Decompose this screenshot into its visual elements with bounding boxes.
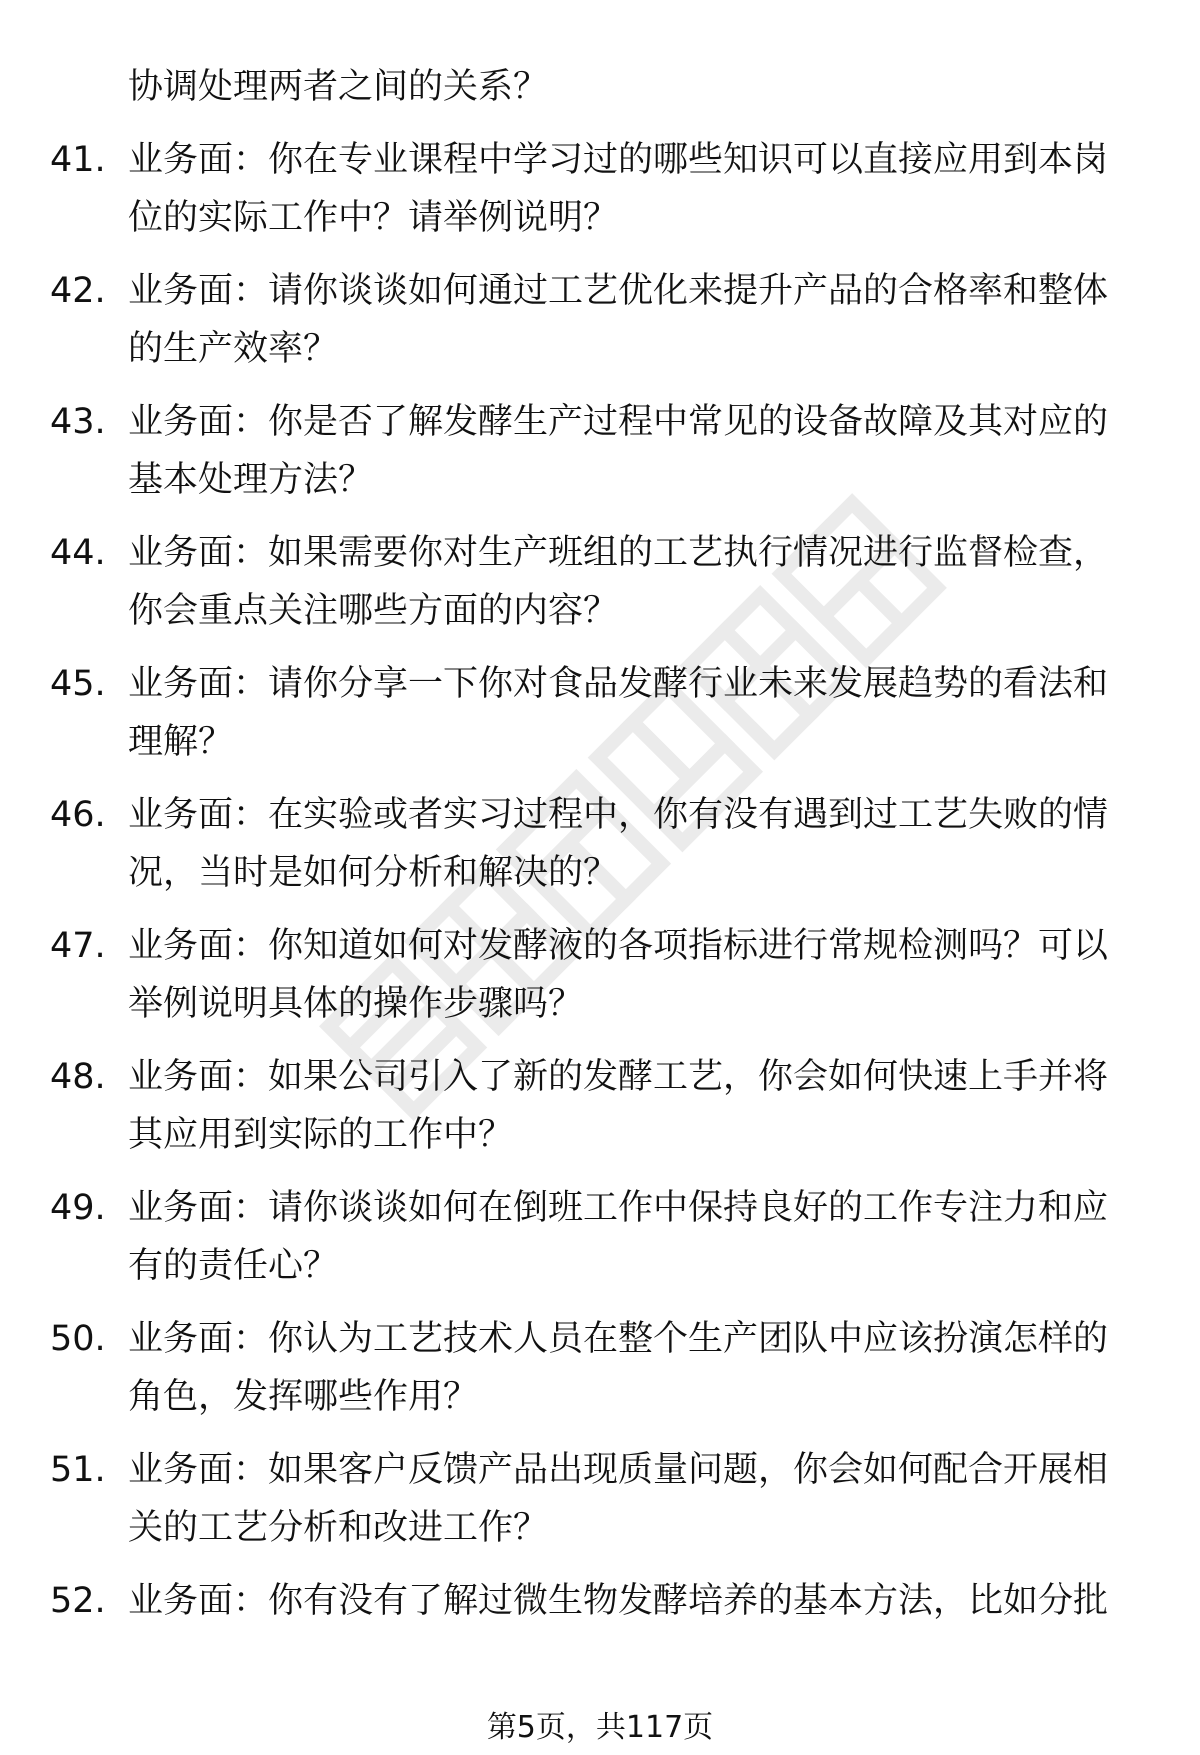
question-text [128, 1179, 1138, 1295]
question-line: 的生产效率？ [128, 329, 339, 369]
list-item [0, 1441, 1200, 1572]
list-item [0, 524, 1200, 655]
question-number: 46. [50, 795, 106, 835]
question-line: 业务面：如果需要你对生产班组的工艺执行情况进行监督检查， [128, 533, 1109, 573]
continued-question-text: 协调处理两者之间的关系？ [128, 67, 549, 107]
question-number: 43. [50, 402, 106, 442]
question-line: 你会重点关注哪些方面的内容？ [128, 591, 619, 631]
list-item [0, 1572, 1200, 1703]
question-line: 业务面：你有没有了解过微生物发酵培养的基本方法，比如分批 [128, 1581, 1109, 1621]
question-line: 业务面：请你分享一下你对食品发酵行业未来发展趋势的看法和 [128, 664, 1109, 704]
list-item [0, 1179, 1200, 1310]
question-number: 52. [50, 1581, 106, 1621]
question-text [128, 1572, 1138, 1630]
question-line: 举例说明具体的操作步骤吗？ [128, 984, 584, 1024]
question-line: 基本处理方法？ [128, 460, 374, 500]
list-item [0, 786, 1200, 917]
question-list [0, 131, 1200, 1703]
question-line: 角色，发挥哪些作用？ [128, 1377, 479, 1417]
question-text [128, 393, 1138, 509]
question-text [128, 1048, 1138, 1164]
list-item [0, 131, 1200, 262]
question-line: 业务面：如果公司引入了新的发酵工艺，你会如何快速上手并将 [128, 1057, 1109, 1097]
question-line: 业务面：如果客户反馈产品出现质量问题，你会如何配合开展相 [128, 1450, 1109, 1490]
question-line: 关的工艺分析和改进工作？ [128, 1508, 549, 1548]
question-number: 44. [50, 533, 106, 573]
question-number: 47. [50, 926, 106, 966]
question-text [128, 262, 1138, 378]
question-number: 42. [50, 271, 106, 311]
question-line: 业务面：在实验或者实习过程中，你有没有遇到过工艺失败的情 [128, 795, 1109, 835]
question-text [128, 786, 1138, 902]
list-item [0, 655, 1200, 786]
list-item [0, 262, 1200, 393]
question-text [128, 655, 1138, 771]
question-text [128, 1310, 1138, 1426]
question-line: 况，当时是如何分析和解决的？ [128, 853, 619, 893]
question-line: 其应用到实际的工作中？ [128, 1115, 514, 1155]
question-line: 业务面：你认为工艺技术人员在整个生产团队中应该扮演怎样的 [128, 1319, 1109, 1359]
page-number-footer: 第5页，共117页 [486, 1710, 714, 1745]
question-line: 业务面：你在专业课程中学习过的哪些知识可以直接应用到本岗 [128, 140, 1109, 180]
question-text [128, 917, 1138, 1033]
question-line: 业务面：请你谈谈如何通过工艺优化来提升产品的合格率和整体 [128, 271, 1109, 311]
question-text [128, 1441, 1138, 1557]
question-line: 业务面：你知道如何对发酵液的各项指标进行常规检测吗？可以 [128, 926, 1109, 966]
question-number: 50. [50, 1319, 106, 1359]
list-item [0, 1048, 1200, 1179]
question-text [128, 524, 1138, 640]
question-line: 业务面：请你谈谈如何在倒班工作中保持良好的工作专注力和应 [128, 1188, 1109, 1228]
list-item [0, 917, 1200, 1048]
question-text [128, 131, 1138, 247]
list-item [0, 1310, 1200, 1441]
question-number: 49. [50, 1188, 106, 1228]
list-item [0, 393, 1200, 524]
question-line: 位的实际工作中？请举例说明？ [128, 198, 619, 238]
question-number: 45. [50, 664, 106, 704]
question-line: 有的责任心？ [128, 1246, 339, 1286]
question-line: 业务面：你是否了解发酵生产过程中常见的设备故障及其对应的 [128, 402, 1109, 442]
question-number: 51. [50, 1450, 106, 1490]
question-line: 理解？ [128, 722, 234, 762]
question-number: 48. [50, 1057, 106, 1097]
question-number: 41. [50, 140, 106, 180]
